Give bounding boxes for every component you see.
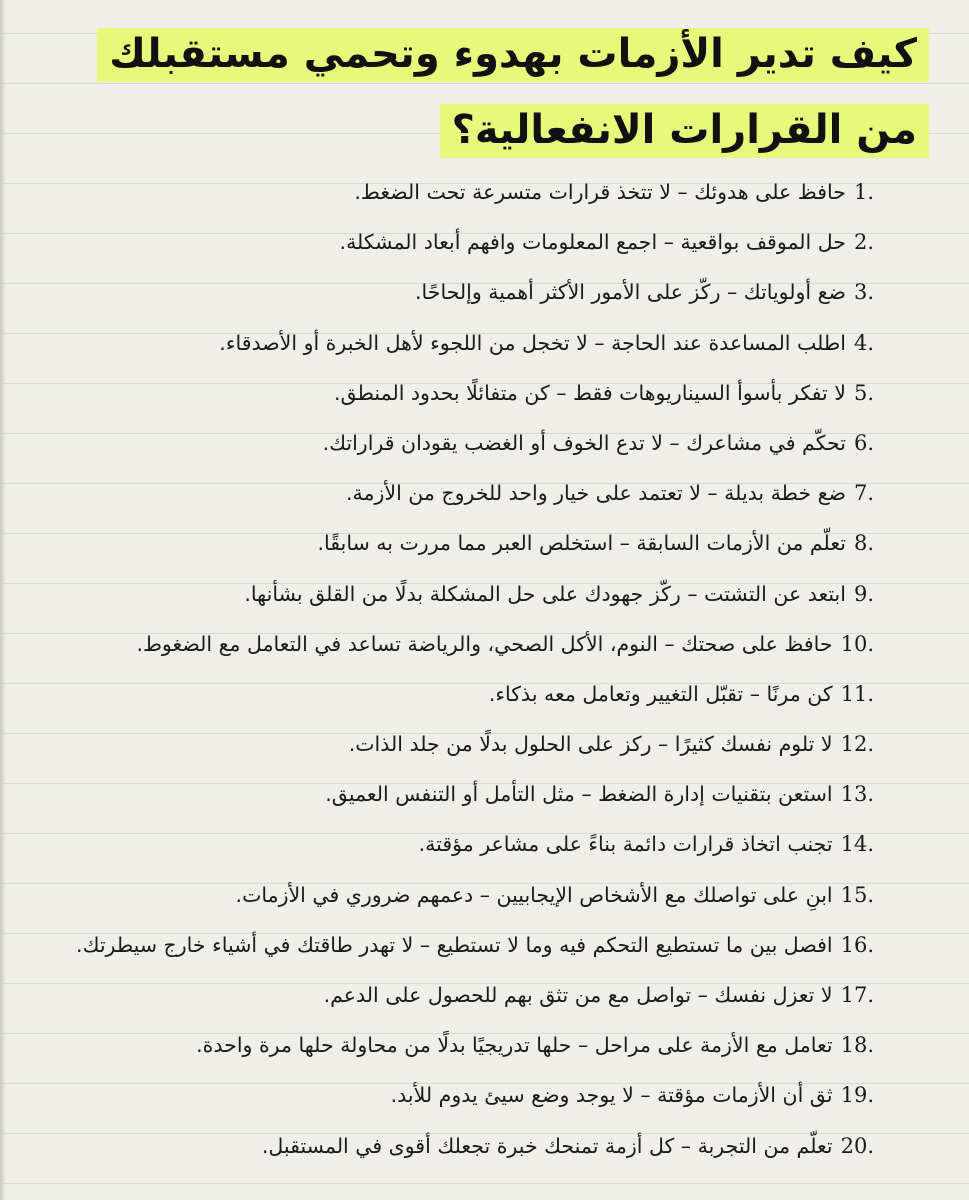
item-number: 10. xyxy=(840,631,874,656)
item-number: 5. xyxy=(853,380,874,405)
list-item xyxy=(14,582,874,632)
item-number: 1. xyxy=(853,180,874,204)
list-item xyxy=(14,983,874,1033)
item-number: 14. xyxy=(840,832,874,857)
item-number: 16. xyxy=(840,932,874,957)
title-line-2 xyxy=(29,104,929,158)
title-line-1 xyxy=(29,28,929,82)
item-number: 9. xyxy=(853,581,874,606)
item-text: ابتعد عن التشتت – ركّز جهودك على حل المشكلة بدلًا من القلق بشأنها. xyxy=(244,581,846,606)
item-number: 2. xyxy=(853,230,874,255)
list-item xyxy=(14,1033,874,1083)
item-text: استعن بتقنيات إدارة الضغط – مثل التأمل أو التنفس العميق. xyxy=(325,782,833,807)
list-item xyxy=(14,782,874,832)
item-number: 4. xyxy=(853,330,874,355)
item-text: افصل بين ما تستطيع التحكم فيه وما لا تستطيع – لا تهدر طاقتك في أشياء خارج سيطرتك. xyxy=(76,932,833,957)
title-highlight-2: من القرارات الانفعالية؟ xyxy=(440,104,929,158)
item-text: لا تفكر بأسوأ السيناريوهات فقط – كن متفائلًا بحدود المنطق. xyxy=(333,380,846,405)
item-text: ضع أولوياتك – ركّز على الأمور الأكثر أهمية وإلحاحًا. xyxy=(415,280,846,305)
item-text: ثق أن الأزمات مؤقتة – لا يوجد وضع سيئ يدوم للأبد. xyxy=(390,1083,833,1108)
item-number: 15. xyxy=(840,882,874,907)
item-number: 11. xyxy=(840,681,874,706)
item-number: 7. xyxy=(853,481,874,506)
list-item xyxy=(14,230,874,280)
list-item xyxy=(14,1083,874,1133)
item-text: لا تعزل نفسك – تواصل مع من تثق بهم للحصول على الدعم. xyxy=(323,983,833,1007)
item-number: 18. xyxy=(840,1033,874,1058)
list-item xyxy=(14,632,874,682)
item-text: حافظ على صحتك – النوم، الأكل الصحي، والرياضة تساعد في التعامل مع الضغوط. xyxy=(136,631,833,656)
item-number: 19. xyxy=(840,1083,874,1108)
page-edge-shadow xyxy=(0,0,6,1200)
item-text: تعامل مع الأزمة على مراحل – حلها تدريجيًا بدلًا من محاولة حلها مرة واحدة. xyxy=(196,1033,833,1058)
item-text: كن مرنًا – تقبّل التغيير وتعامل معه بذكاء. xyxy=(488,681,833,706)
item-text: حل الموقف بواقعية – اجمع المعلومات وافهم أبعاد المشكلة. xyxy=(339,230,846,255)
title-highlight-1: كيف تدير الأزمات بهدوء وتحمي مستقبلك xyxy=(97,28,929,82)
list-item xyxy=(14,883,874,933)
item-number: 13. xyxy=(840,782,874,807)
item-number: 12. xyxy=(840,732,874,757)
item-number: 20. xyxy=(840,1133,874,1158)
item-text: تعلّم من الأزمات السابقة – استخلص العبر مما مررت به سابقًا. xyxy=(317,531,846,556)
list-item xyxy=(14,1134,874,1184)
title-block xyxy=(29,28,929,180)
list-item xyxy=(14,331,874,381)
item-text: ابنِ على تواصلك مع الأشخاص الإيجابيين – دعمهم ضروري في الأزمات. xyxy=(235,882,833,907)
list-item xyxy=(14,481,874,531)
item-number: 6. xyxy=(853,430,874,455)
list-item xyxy=(14,531,874,581)
item-text: اطلب المساعدة عند الحاجة – لا تخجل من اللجوء لأهل الخبرة أو الأصدقاء. xyxy=(219,330,846,355)
item-text: تعلّم من التجربة – كل أزمة تمنحك خبرة تجعلك أقوى في المستقبل. xyxy=(261,1133,833,1158)
item-text: تحكّم في مشاعرك – لا تدع الخوف أو الغضب يقودان قراراتك. xyxy=(322,430,846,455)
list-item xyxy=(14,381,874,431)
item-text: تجنب اتخاذ قرارات دائمة بناءً على مشاعر مؤقتة. xyxy=(418,832,833,857)
list-item xyxy=(14,933,874,983)
list-item xyxy=(14,431,874,481)
item-text: حافظ على هدوئك – لا تتخذ قرارات متسرعة تحت الضغط. xyxy=(354,180,846,204)
list-item xyxy=(14,832,874,882)
list-item xyxy=(14,732,874,782)
tips-list xyxy=(14,180,874,1184)
list-item xyxy=(14,682,874,732)
item-number: 8. xyxy=(853,531,874,556)
item-text: ضع خطة بديلة – لا تعتمد على خيار واحد للخروج من الأزمة. xyxy=(345,481,846,506)
list-item xyxy=(14,180,874,230)
item-text: لا تلوم نفسك كثيرًا – ركز على الحلول بدلًا من جلد الذات. xyxy=(348,732,833,757)
item-number: 17. xyxy=(840,983,874,1007)
list-item xyxy=(14,280,874,330)
item-number: 3. xyxy=(853,280,874,305)
